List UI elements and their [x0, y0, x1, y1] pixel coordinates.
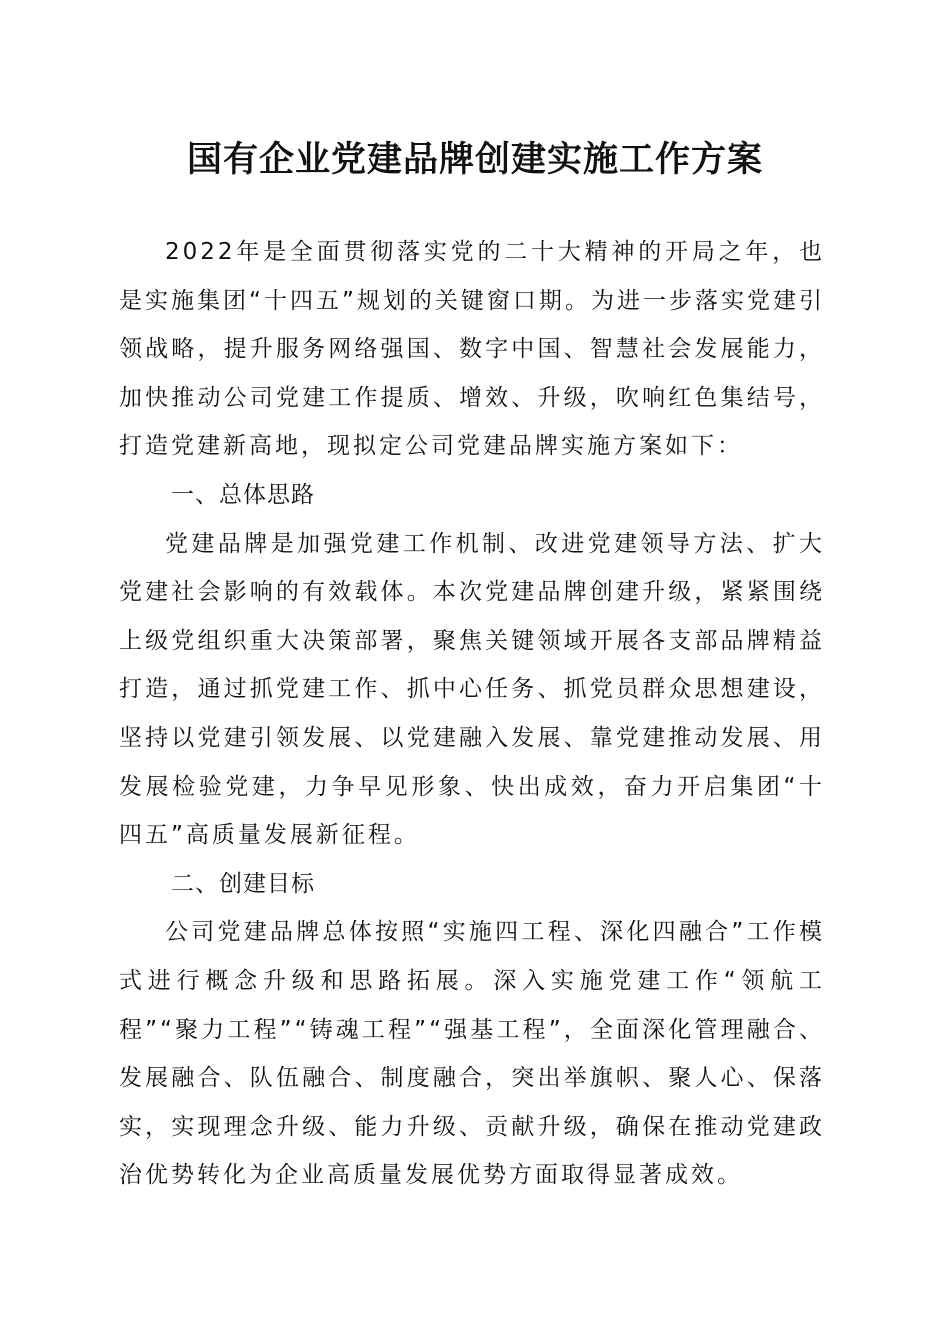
- section-paragraph-overall-approach: 党建品牌是加强党建工作机制、改进党建领导方法、扩大党建社会影响的有效载体。本次党建品牌创建升级，紧紧围绕上级党组织重大决策部署，聚焦关键领域开展各支部品牌精益打造，通过抓党建工作、抓中心任务、抓党员群众思想建设，坚持以党建引领发展、以党建融入发展、靠党建推动发展、用发展检验党建，力争早见形象、快出成效，奋力开启集团“十四五”高质量发展新征程。: [119, 530, 825, 849]
- document-title: 国有企业党建品牌创建实施工作方案: [186, 139, 763, 180]
- section-heading-overall-approach: 一、总体思路: [171, 481, 315, 508]
- section-paragraph-goals: 公司党建品牌总体按照“实施四工程、深化四融合”工作模式进行概念升级和思路拓展。深入实施党建工作“领航工程”“聚力工程”“铸魂工程”“强基工程”，全面深化管理融合、发展融合、队伍融合、制度融合，突出举旗帜、聚人心、保落实，实现理念升级、能力升级、贡献升级，确保在推动党建政治优势转化为企业高质量发展优势方面取得显著成效。: [119, 919, 825, 1189]
- intro-paragraph: 2022年是全面贯彻落实党的二十大精神的开局之年，也是实施集团“十四五”规划的关键窗口期。为进一步落实党建引领战略，提升服务网络强国、数字中国、智慧社会发展能力，加快推动公司党建工作提质、增效、升级，吹响红色集结号，打造党建新高地，现拟定公司党建品牌实施方案如下：: [119, 239, 825, 460]
- document-body: [119, 228, 825, 1200]
- section-heading-goals: 二、创建目标: [171, 870, 315, 897]
